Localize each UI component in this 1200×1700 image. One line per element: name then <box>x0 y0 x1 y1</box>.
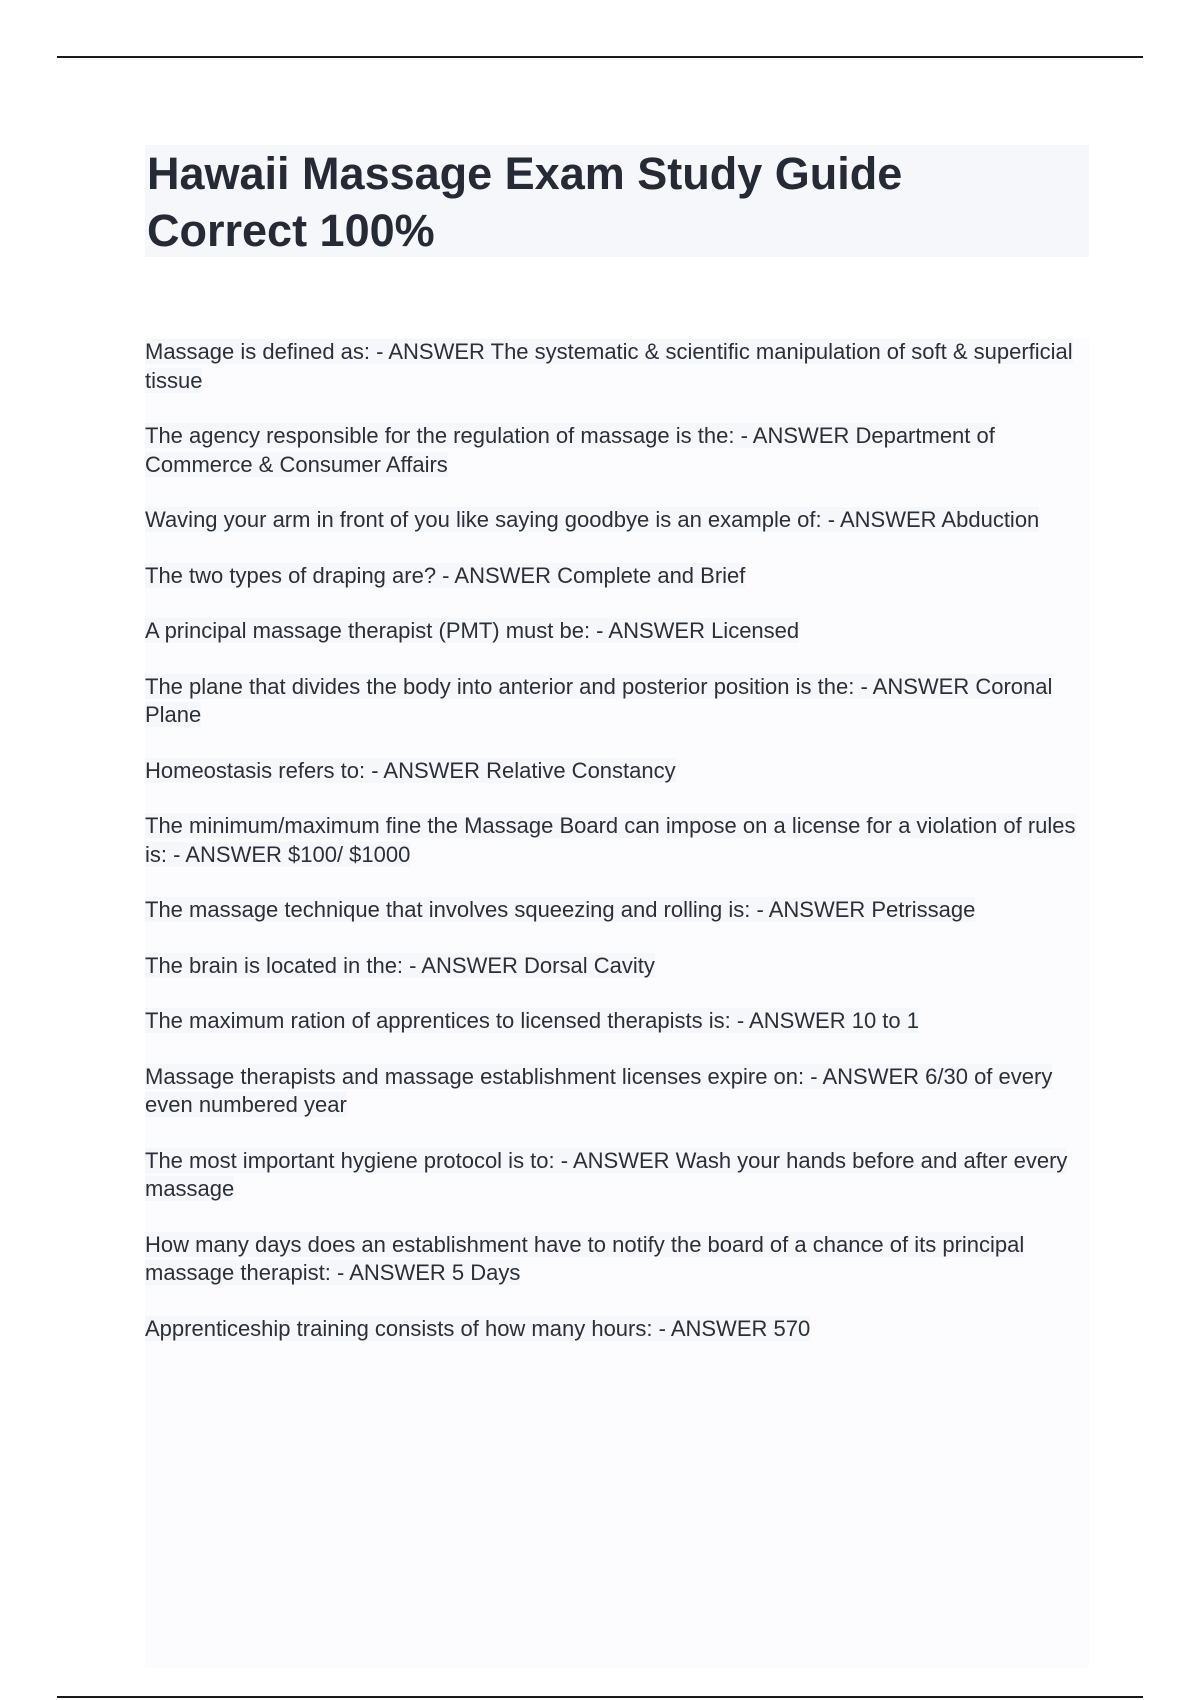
qa-item <box>145 1231 1089 1288</box>
qa-text: Waving your arm in front of you like saying goodbye is an example of: - ANSWER Abduction <box>145 507 1040 532</box>
qa-text: The massage technique that involves squeezing and rolling is: - ANSWER Petrissage <box>145 897 976 922</box>
qa-text: The two types of draping are? - ANSWER Complete and Brief <box>145 562 746 588</box>
qa-item <box>145 952 1089 981</box>
qa-text: The maximum ration of apprentices to licensed therapists is: - ANSWER 10 to 1 <box>145 1008 919 1033</box>
qa-item <box>145 1007 1089 1036</box>
qa-text: How many days does an establishment have to notify the board of a chance of its principal massage therapist: - ANSWER 5 Days <box>145 1231 1025 1285</box>
qa-item <box>145 422 1089 479</box>
bottom-rule <box>57 1696 1143 1698</box>
qa-item <box>145 757 1089 786</box>
qa-item <box>145 562 1089 591</box>
qa-text: Homeostasis refers to: - ANSWER Relative Constancy <box>145 757 676 783</box>
qa-item <box>145 896 1089 925</box>
qa-text: The brain is located in the: - ANSWER Dorsal Cavity <box>145 952 655 978</box>
qa-text: A principal massage therapist (PMT) must be: - ANSWER Licensed <box>145 618 800 643</box>
qa-text: Apprenticeship training consists of how many hours: - ANSWER 570 <box>145 1315 811 1341</box>
qa-list <box>145 338 1089 1370</box>
top-rule <box>57 56 1143 58</box>
qa-item <box>145 1147 1089 1204</box>
page-title-line-2: Correct 100% <box>147 205 435 256</box>
qa-item <box>145 812 1089 869</box>
qa-item <box>145 506 1089 535</box>
qa-item <box>145 617 1089 646</box>
qa-text: The plane that divides the body into anterior and posterior position is the: - ANSWER Coronal Plane <box>145 673 1053 727</box>
qa-item <box>145 1315 1089 1344</box>
qa-text: Massage therapists and massage establishment licenses expire on: - ANSWER 6/30 of every even numbered year <box>145 1063 1053 1117</box>
qa-text: The most important hygiene protocol is to: - ANSWER Wash your hands before and after every massage <box>145 1147 1068 1201</box>
qa-text: Massage is defined as: - ANSWER The systematic & scientific manipulation of soft & superficial tissue <box>145 339 1073 393</box>
qa-item <box>145 338 1089 395</box>
title-block <box>145 145 1089 257</box>
qa-text: The minimum/maximum fine the Massage Board can impose on a license for a violation of rules is: - ANSWER $100/ $1000 <box>145 813 1076 867</box>
qa-text: The agency responsible for the regulation of massage is the: - ANSWER Department of Commerce & Consumer Affairs <box>145 423 995 477</box>
qa-item <box>145 1063 1089 1120</box>
page-title-line-1: Hawaii Massage Exam Study Guide <box>147 148 903 199</box>
qa-item <box>145 673 1089 730</box>
